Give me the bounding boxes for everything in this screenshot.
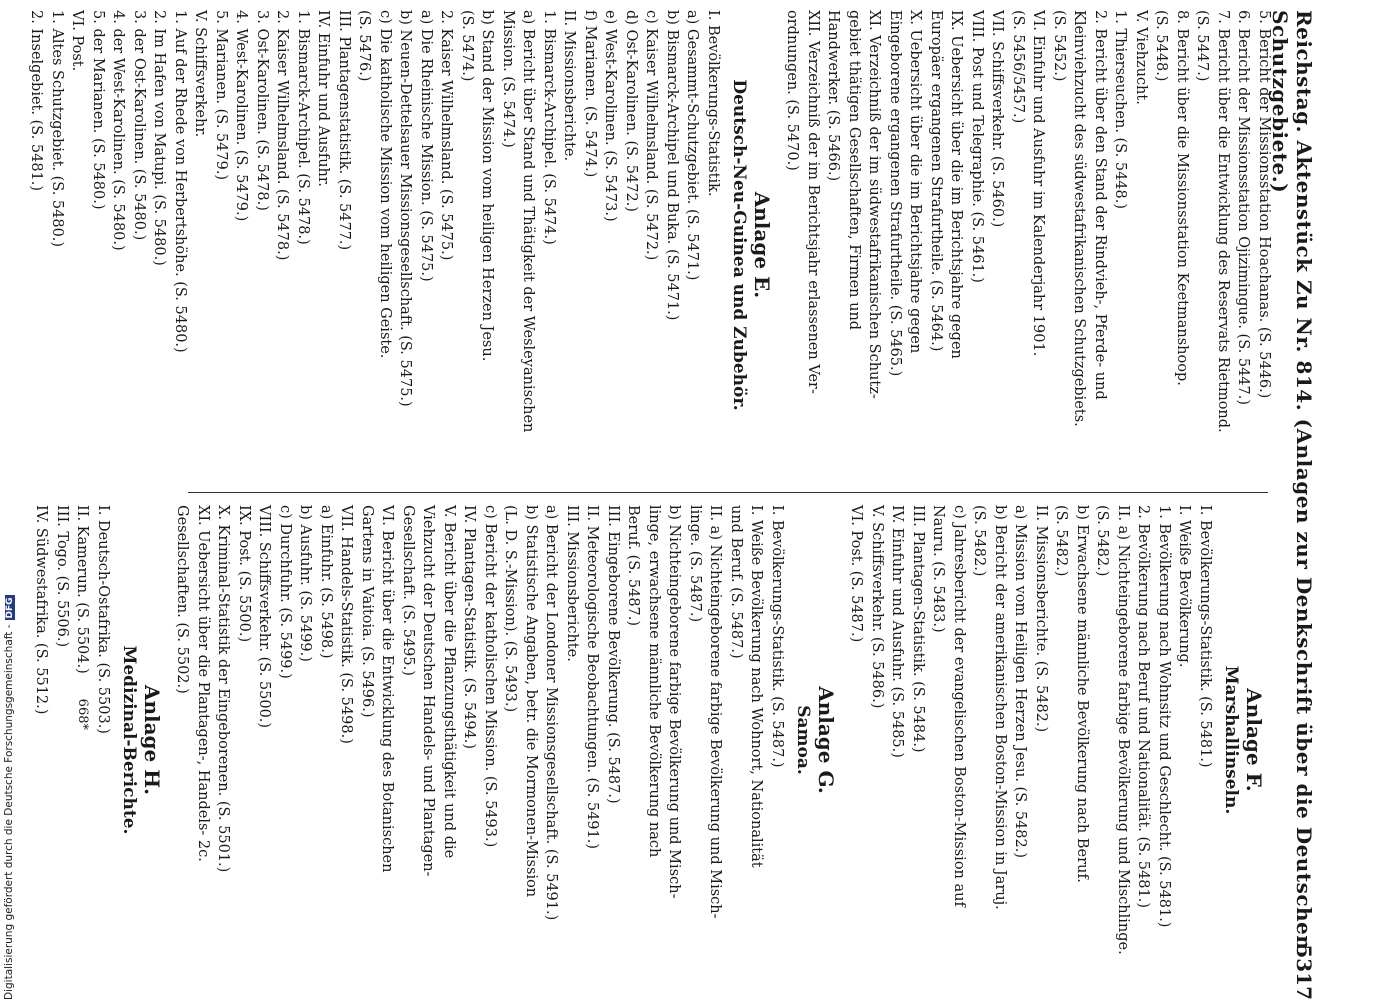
annex-title: Anlage E.	[750, 191, 774, 299]
annex-subtitle: Marshallinseln.	[1221, 665, 1242, 815]
toc-entry: b) Nichteingeborene farbige Bevölkerung und Misch-	[666, 505, 683, 899]
toc-entry: IV. Plantagen-Statistik. (S. 5494.)	[461, 505, 478, 750]
toc-entry: III. Togo. (S. 5506.)	[54, 505, 70, 648]
toc-entry: II. a) Nichteingeborene farbige Bevölkerung und Mischlinge.	[1115, 505, 1131, 955]
toc-entry: Beruf. (S. 5487.)	[625, 505, 642, 627]
toc-entry: VI. Post. (S. 5487.)	[848, 505, 865, 643]
annex-subtitle: Samoa.	[793, 705, 814, 775]
toc-entry: 1. Bismarck-Archipel. (S. 5478.)	[295, 10, 311, 245]
toc-entry: c) Bericht der katholischen Mission. (S. 5493.)	[482, 505, 498, 848]
toc-entry: V. Schiffsverkehr.	[192, 10, 209, 138]
toc-entry: c) Kaiser Wilhelmsland. (S. 5472.)	[643, 10, 660, 261]
toc-entry: I. Bevölkerungs-Statistik. (S. 5487.)	[769, 505, 785, 768]
toc-entry: c) Jahresbericht der evangelischen Boston-Mission auf	[951, 505, 967, 907]
toc-entry: 5. Bericht der Missionsstation Hoachanas. (S. 5446.)	[1256, 10, 1272, 399]
toc-entry: 7. Bericht über die Entwicklung des Reservats Rietmond.	[1215, 10, 1231, 433]
toc-entry: III. Plantagen-Statistik. (S. 5484.)	[910, 505, 926, 753]
toc-entry: 2. Bericht über den Stand der Rindvieh-, Pferde- und	[1092, 10, 1108, 400]
toc-entry: a) Bericht der Londoner Missionsgesellschaft. (S. 5491.)	[543, 505, 560, 921]
annex-title: Anlage G.	[814, 686, 838, 794]
toc-entry: X. Kriminal-Statistik der Eingeborenen. (S. 5501.)	[215, 505, 232, 873]
toc-entry: 3. der Ost-Karolinen. (S. 5480.)	[131, 10, 147, 241]
toc-entry: II. Missionsberichte. (S. 5482.)	[1033, 505, 1049, 733]
toc-entry: VI. Bericht über die Entwicklung des Botanischen	[379, 505, 396, 873]
toc-entry: d) Ost-Karolinen. (S. 5472.)	[623, 10, 639, 212]
annex-subtitle: Medizinal-Berichte.	[119, 645, 140, 835]
column-divider	[188, 492, 1268, 493]
toc-entry: VIII. Schiffsverkehr. (S. 5500.)	[256, 505, 273, 729]
toc-entry: II. a) Nichteingeborene farbige Bevölkerung und Misch-	[707, 505, 724, 919]
toc-entry: a) Gesammt-Schutzgebiet. (S. 5471.)	[684, 10, 701, 281]
toc-entry: Nauru. (S. 5483.)	[930, 505, 947, 633]
toc-entry: VIII. Post und Telegraphie. (S. 5461.)	[969, 10, 985, 283]
toc-entry: Handwerker. (S. 5466.)	[825, 10, 842, 182]
toc-entry: gebiet thätigen Gesellschaften, Firmen und	[846, 10, 862, 331]
toc-entry: 8. Bericht über die Missionsstation Keetmanshoop.	[1174, 10, 1190, 386]
toc-entry: VII. Schiffsverkehr. (S. 5460.)	[989, 10, 1006, 228]
toc-entry: Mission. (S. 5474.)	[500, 10, 516, 148]
toc-entry: (S. 5447.)	[1194, 10, 1211, 82]
toc-entry: (S. 5482.)	[1053, 505, 1070, 577]
toc-entry: (S. 5456/5457.)	[1010, 10, 1026, 124]
toc-entry: IV. Südwestafrika. (S. 5512.)	[33, 505, 50, 715]
toc-entry: (L. D. S.-Mission). (S. 5493.)	[502, 505, 519, 713]
toc-entry: a) Die Rheinische Mission. (S. 5475.)	[418, 10, 434, 282]
toc-entry: IX. Post. (S. 5500.)	[236, 505, 252, 643]
page-header	[1268, 0, 1324, 1000]
toc-entry: (S. 5482.)	[971, 505, 988, 577]
annex-title: Anlage F.	[1242, 688, 1266, 792]
toc-entry: V. Bericht über die Pflanzungsthätigkeit und die	[441, 505, 457, 859]
toc-entry: IX. Uebersicht über die im Berichtsjahre gegen	[948, 10, 965, 359]
toc-entry: f) Marianen. (S. 5474.)	[582, 10, 598, 178]
toc-entry: 1. Auf der Rhede von Herbertshöhe. (S. 5480.)	[172, 10, 188, 353]
toc-entry: Viehzucht der Deutschen Handels- und Plantagen-	[420, 505, 437, 877]
toc-entry: b) Statistische Angaben, betr. die Mormonen-Mission	[523, 505, 539, 898]
toc-entry: 1. Thierseuchen. (S. 5448.)	[1112, 10, 1129, 210]
toc-entry: Gartens in Vaitoia. (S. 5496.)	[359, 505, 375, 718]
toc-entry: 1. Bevölkerung nach Wohnsitz und Geschlecht. (S. 5481.)	[1156, 505, 1172, 928]
toc-entry: 6. Bericht der Missionsstation Ojizimingue. (S. 5447.)	[1235, 10, 1252, 406]
credit-text: Digitalisierung gefördert durch die Deutsche Forschungsgemeinschaft -	[3, 624, 15, 1000]
toc-entry: c) Durchfuhr. (S. 5499.)	[277, 505, 293, 679]
toc-entry: b) Erwachsene männliche Bevölkerung nach Beruf.	[1074, 505, 1090, 883]
toc-entry: und Beruf. (S. 5487.)	[728, 505, 744, 659]
toc-entry: XI. Uebersicht über die Plantagen-, Handels- 2c.	[195, 505, 211, 862]
toc-entry: a) Einfuhr. (S. 5498.)	[318, 505, 334, 659]
toc-entry: III. Plantagenstatistik. (S. 5477.)	[336, 10, 352, 251]
toc-entry: I. Weiße Bevölkerung.	[1176, 505, 1193, 668]
toc-entry: ordnungen. (S. 5470.)	[784, 10, 801, 171]
toc-entry: VI. Post.	[69, 10, 86, 72]
toc-entry: XI. Verzeichniß der im südwestafrikanischen Schutz-	[866, 10, 883, 399]
toc-entry: Gesellschaft. (S. 5495.)	[400, 505, 416, 676]
toc-entry: 4. der West-Karolinen. (S. 5480.)	[110, 10, 127, 251]
page-footnote: 668*	[75, 698, 90, 730]
toc-entry: b) Ausfuhr. (S. 5499.)	[297, 505, 314, 662]
toc-entry: VII. Handels-Statistik. (S. 5498.)	[338, 505, 355, 744]
toc-entry: II. Kamerun. (S. 5504.)	[74, 505, 91, 674]
toc-entry: I. Bevölkerungs-Statistik.	[705, 10, 721, 197]
toc-entry: 5. der Marianen. (S. 5480.)	[90, 10, 106, 210]
toc-entry: 2. Kaiser Wilhelmsland. (S. 5475.)	[438, 10, 455, 261]
toc-entry: (S. 5482.)	[1094, 505, 1111, 577]
page-number: 5317	[1292, 944, 1316, 1000]
toc-entry: I. Weiße Bevölkerung nach Wohnort, Nationalität	[748, 505, 765, 868]
toc-entry: a) Mission vom Heiligen Herzen Jesu. (S. 5482.)	[1012, 505, 1029, 858]
header-title: Reichstag. Aktenstück Zu Nr. 814. (Anlagen zur Denkschrift über die Deutschen Schutzgebiete.)	[1268, 10, 1316, 951]
toc-entry: I. Bevölkerungs-Statistik. (S. 5481.)	[1197, 505, 1213, 768]
toc-entry: (S. 5476.)	[356, 10, 373, 82]
toc-entry: e) West-Karolinen. (S. 5473.)	[602, 10, 619, 222]
toc-entry: linge, erwachsene männliche Bevölkerung nach	[646, 505, 662, 858]
toc-entry: b) Bericht der amerikanischen Boston-Mission in Jaruj.	[992, 505, 1008, 910]
digitization-credit	[3, 597, 15, 1000]
toc-entry: a) Bericht über Stand und Thätigkeit der Wesleyanischen	[520, 10, 537, 433]
dfg-logo: DFG	[5, 597, 15, 619]
toc-entry: linge. (S. 5487.)	[687, 505, 703, 623]
toc-entry: 2. Kaiser Wilhelmsland. (S. 5478.)	[274, 10, 291, 261]
toc-entry: Europäer ergangenen Strafurtheile. (S. 5464.)	[928, 10, 944, 352]
toc-entry: II. Missionsberichte.	[561, 10, 578, 162]
toc-entry: 2. Inselgebiet. (S. 5481.)	[28, 10, 45, 192]
toc-entry: I. Deutsch-Ostafrika. (S. 5503.)	[95, 505, 111, 734]
toc-entry: Eingeborene ergangenen Strafurtheile. (S. 5465.)	[887, 10, 903, 377]
toc-entry: (S. 5452.)	[1051, 10, 1067, 82]
toc-entry: c) Die katholische Mission vom heiligen Geiste.	[377, 10, 393, 359]
toc-entry: 2. Im Hafen von Matupi. (S. 5480.)	[151, 10, 168, 266]
toc-entry: 1. Bismarck-Archipel. (S. 5474.)	[541, 10, 557, 245]
toc-entry: 5. Marianen. (S. 5479.)	[213, 10, 229, 181]
toc-entry: 4. West-Karolinen. (S. 5479.)	[233, 10, 250, 222]
toc-entry: b) Stand der Mission vom heiligen Herzen Jesu.	[479, 10, 496, 362]
toc-entry: b) Bismarck-Archipel und Buka. (S. 5471.)	[664, 10, 680, 321]
document-page	[10, 0, 1330, 1000]
annex-subtitle: Deutsch-Neu-Guinea und Zubehör.	[729, 79, 750, 411]
toc-entry: 1. Altes Schutzgebiet. (S. 5480.)	[49, 10, 65, 248]
toc-entry: III. Missionsberichte.	[564, 505, 580, 662]
toc-entry: Kleinviehzucht des südwestafrikanischen Schutzgebiets.	[1071, 10, 1088, 427]
toc-entry: (S. 5448.)	[1153, 10, 1170, 82]
toc-entry: XII. Verzeichniß der im Berichtsjahr erlassenen Ver-	[805, 10, 821, 394]
toc-entry: 2. Bevölkerung nach Beruf und Nationalität. (S. 5481.)	[1135, 505, 1152, 908]
toc-entry: VI. Einfuhr und Ausfuhr im Kalenderjahr 1901.	[1030, 10, 1047, 357]
toc-entry: IV. Einfuhr und Ausfuhr. (S. 5485.)	[889, 505, 906, 758]
toc-entry: Gesellschaften. (S. 5502.)	[174, 505, 191, 694]
toc-entry: II. Meteorologische Beobachtungen. (S. 5491.)	[584, 505, 601, 850]
toc-entry: b) Neuen-Dettelsauer Missionsgesellschaft. (S. 5475.)	[397, 10, 414, 407]
annex-title: Anlage H.	[140, 684, 164, 796]
toc-entry: 3. Ost-Karolinen. (S. 5478.)	[254, 10, 270, 211]
toc-entry: V. Schiffsverkehr. (S. 5486.)	[869, 505, 885, 709]
toc-entry: IV. Einfuhr und Ausfuhr.	[315, 10, 332, 187]
toc-entry: X. Uebersicht über die im Berichtsjahre gegen	[907, 10, 924, 354]
toc-entry: (S. 5474.)	[459, 10, 475, 82]
toc-entry: III. Eingeborene Bevölkerung. (S. 5487.)	[605, 505, 621, 804]
toc-entry: V. Viehzucht.	[1133, 10, 1149, 105]
left-column	[28, 10, 1274, 480]
